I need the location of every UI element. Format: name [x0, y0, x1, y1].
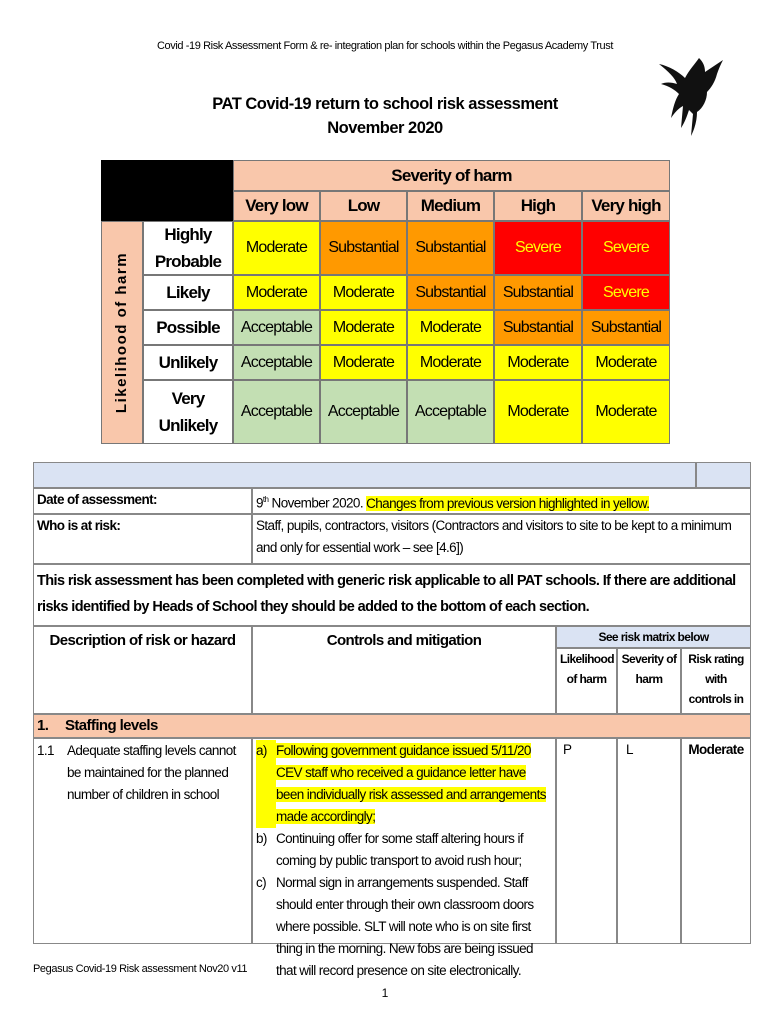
matrix-cell: Moderate	[320, 310, 407, 345]
footer-text: Pegasus Covid-19 Risk assessment Nov20 v11	[33, 963, 248, 975]
matrix-cell: Acceptable	[233, 380, 320, 444]
matrix-cell: Moderate	[233, 275, 320, 310]
control-item	[256, 828, 552, 872]
severity-col-medium: Medium	[407, 191, 494, 221]
th-controls: Controls and mitigation	[252, 626, 556, 714]
document-header: Covid -19 Risk Assessment Form & re- integration plan for schools within the Pegasus Academy Trust	[156, 40, 613, 52]
severity-col-very-low: Very low	[233, 191, 320, 221]
matrix-cell: Acceptable	[407, 380, 494, 444]
date-label: Date of assessment:	[33, 488, 252, 514]
matrix-cell: Substantial	[494, 310, 582, 345]
matrix-cell: Moderate	[582, 380, 670, 444]
matrix-cell: Substantial	[320, 221, 407, 275]
row-number: 1.1	[37, 743, 54, 758]
matrix-cell: Acceptable	[320, 380, 407, 444]
matrix-cell: Acceptable	[233, 345, 320, 380]
matrix-cell: Acceptable	[233, 310, 320, 345]
matrix-cell: Moderate	[407, 345, 494, 380]
matrix-cell: Severe	[582, 275, 670, 310]
generic-note: This risk assessment has been completed with generic risk applicable to all PAT schools. If there are additional risks identified by Heads of School they should be added to the bottom of each section.	[33, 564, 751, 626]
controls-list	[256, 740, 552, 982]
risk-label: Who is at risk:	[33, 514, 252, 564]
date-suffix: th	[262, 495, 269, 504]
control-letter: a)	[256, 740, 276, 828]
row-controls-cell	[252, 738, 556, 978]
matrix-corner-right	[143, 160, 233, 221]
section-title: Staffing levels	[65, 717, 158, 734]
control-item	[256, 872, 552, 982]
section-heading	[33, 714, 751, 738]
th-rating: Risk rating with controls in	[681, 648, 751, 714]
page-number: 1	[381, 986, 389, 1000]
severity-col-high: High	[494, 191, 582, 221]
row-description-cell	[33, 738, 252, 944]
likelihood-row-likely: Likely	[143, 275, 233, 310]
severity-header: Severity of harm	[233, 160, 670, 191]
row-severity: L	[617, 738, 681, 944]
title-line-2: November 2020	[327, 119, 443, 137]
row-description: Adequate staffing levels cannot be maintained for the planned number of children in school	[67, 743, 236, 802]
likelihood-row-unlikely: Unlikely	[143, 345, 233, 380]
control-text: Continuing offer for some staff altering hours if coming by public transport to avoid rush hour;	[276, 831, 524, 868]
date-day: 9	[256, 495, 263, 511]
matrix-cell: Substantial	[407, 221, 494, 275]
matrix-cell: Severe	[494, 221, 582, 275]
likelihood-row-highly-probable: Highly Probable	[143, 221, 233, 275]
title-line-1: PAT Covid-19 return to school risk assessment	[212, 95, 558, 113]
severity-col-very-high: Very high	[582, 191, 670, 221]
control-item	[256, 740, 552, 828]
likelihood-row-possible: Possible	[143, 310, 233, 345]
likelihood-label: Likelihood of harm	[113, 251, 131, 414]
matrix-cell: Moderate	[233, 221, 320, 275]
page-title	[0, 92, 770, 140]
control-text: Following government guidance issued 5/11/20 CEV staff who received a guidance letter have been individually risk assessed and arrangements made accordingly;	[276, 743, 546, 824]
change-note: Changes from previous version highlighted in yellow.	[366, 495, 650, 511]
matrix-cell: Moderate	[320, 345, 407, 380]
control-letter: b)	[256, 831, 267, 846]
risk-value: Staff, pupils, contractors, visitors (Contractors and visitors to site to be kept to a minimum and only for essential work – see [4.6])	[252, 514, 751, 564]
matrix-cell: Substantial	[582, 310, 670, 345]
date-rest: November 2020.	[268, 495, 367, 511]
matrix-cell: Substantial	[494, 275, 582, 310]
blank-header-bar-end	[696, 462, 751, 488]
th-see-matrix: See risk matrix below	[556, 626, 751, 648]
matrix-cell: Moderate	[494, 345, 582, 380]
matrix-cell: Substantial	[407, 275, 494, 310]
row-likelihood: P	[556, 738, 617, 944]
blank-header-bar	[33, 462, 696, 488]
matrix-corner-left	[101, 160, 143, 221]
th-likelihood: Likelihood of harm	[556, 648, 617, 714]
matrix-cell: Moderate	[582, 345, 670, 380]
likelihood-row-very-unlikely: Very Unlikely	[143, 380, 233, 444]
date-value	[252, 488, 751, 514]
likelihood-band	[101, 221, 143, 444]
th-description: Description of risk or hazard	[33, 626, 252, 714]
row-rating: Moderate	[681, 738, 751, 944]
risk-matrix	[101, 160, 670, 444]
severity-col-low: Low	[320, 191, 407, 221]
matrix-cell: Moderate	[494, 380, 582, 444]
section-number: 1.	[37, 717, 49, 734]
matrix-cell: Severe	[582, 221, 670, 275]
matrix-cell: Moderate	[320, 275, 407, 310]
th-severity: Severity of harm	[617, 648, 681, 714]
matrix-cell: Moderate	[407, 310, 494, 345]
control-text: Normal sign in arrangements suspended. Staff should enter through their own classroom doors where possible. SLT will note who is on site first thing in the morning. New fobs are being issued that will record presence on site electronically.	[276, 875, 534, 978]
control-letter: c)	[256, 875, 267, 890]
